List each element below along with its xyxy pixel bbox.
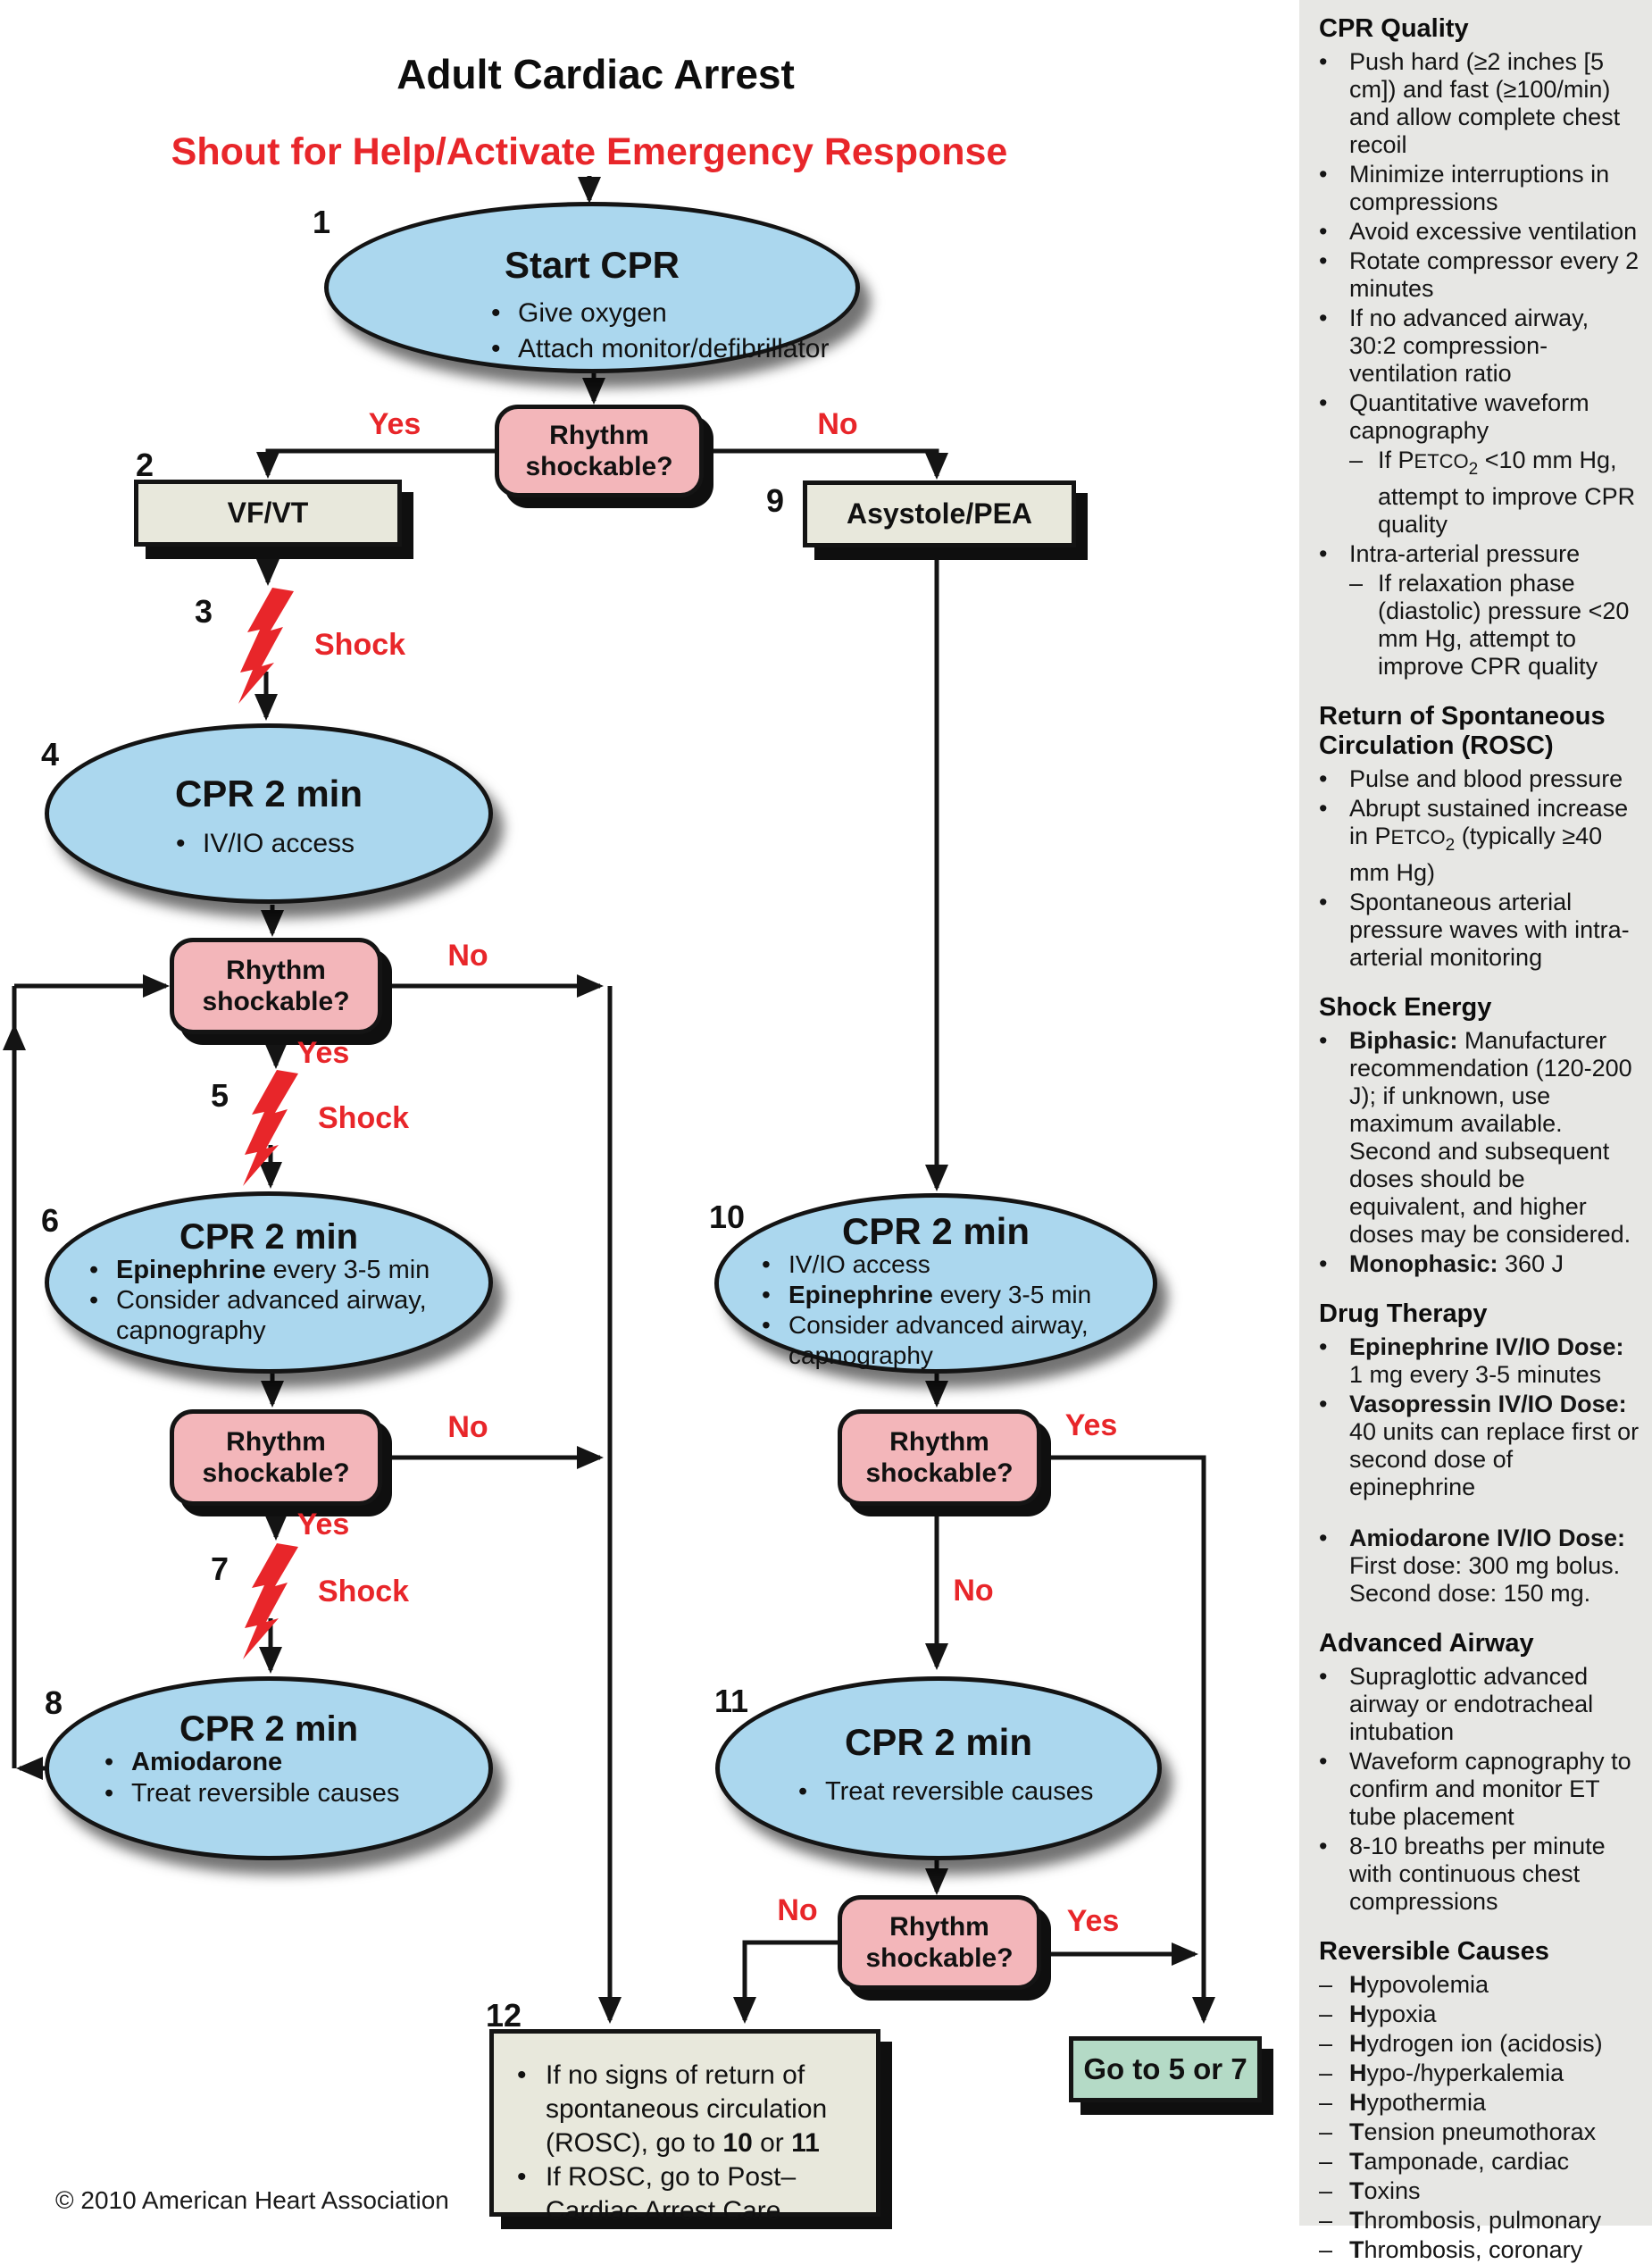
text-segment: Epinephrine bbox=[788, 1281, 933, 1308]
sidebar-item bbox=[1319, 1333, 1641, 1389]
label-yes: Yes bbox=[1064, 1408, 1118, 1442]
bullet-marker-icon: • bbox=[762, 1281, 771, 1308]
bullet-item: • Epinephrine every 3-5 min bbox=[89, 1256, 430, 1284]
text-segment: First dose: 300 mg bolus. Second dose: 150 mg. bbox=[1349, 1552, 1621, 1607]
text-segment: Pulse and blood pressure bbox=[1349, 765, 1623, 792]
step-number-4: 4 bbox=[41, 736, 60, 773]
text-segment: 10 bbox=[722, 2128, 753, 2158]
text-segment: T bbox=[1349, 2236, 1364, 2263]
bullet-marker-icon: • bbox=[1319, 218, 1328, 245]
sidebar-item bbox=[1319, 2089, 1641, 2117]
decision-line2: shockable? bbox=[202, 987, 350, 1016]
text-segment: H bbox=[1349, 2030, 1367, 2057]
sidebar-item bbox=[1319, 540, 1641, 568]
bullet-item: • Consider advanced airway, capnography bbox=[89, 1286, 427, 1345]
sidebar-section-heading: Shock Energy bbox=[1319, 993, 1492, 1022]
step-number-6: 6 bbox=[41, 1202, 60, 1239]
step-number-11: 11 bbox=[714, 1683, 749, 1719]
sidebar-item bbox=[1319, 795, 1641, 887]
text-segment: Waveform capnography to confirm and monitor ET tube placement bbox=[1349, 1748, 1631, 1830]
copyright: © 2010 American Heart Association bbox=[55, 2186, 449, 2214]
sidebar-item bbox=[1319, 570, 1641, 681]
bullet-marker-icon: • bbox=[1319, 795, 1328, 822]
sidebar-item bbox=[1319, 1250, 1641, 1278]
sidebar-item bbox=[1319, 2148, 1641, 2176]
text-segment: Minimize interruptions in compressions bbox=[1349, 161, 1610, 215]
dash-marker-icon: – bbox=[1319, 2236, 1333, 2263]
decision-line2: shockable? bbox=[865, 1943, 1014, 1973]
sidebar-item bbox=[1319, 2177, 1641, 2205]
sidebar-item bbox=[1319, 447, 1641, 539]
step-number-3: 3 bbox=[195, 593, 213, 630]
oval-cpr-2min-asystole-branch bbox=[714, 1193, 1157, 1374]
oval-cpr-2min-amiodarone bbox=[45, 1676, 493, 1860]
text-segment: Epinephrine bbox=[116, 1256, 266, 1284]
sidebar-item bbox=[1319, 2001, 1641, 2028]
step-number-5: 5 bbox=[211, 1077, 229, 1114]
label-shock: Shock bbox=[318, 1101, 410, 1135]
sidebar-section-heading: CPR Quality bbox=[1319, 14, 1469, 43]
oval-title: CPR 2 min bbox=[179, 1217, 359, 1257]
box-goto-label: Go to 5 or 7 bbox=[1083, 2052, 1247, 2085]
text-segment: Amiodarone IV/IO Dose: bbox=[1349, 1525, 1626, 1551]
decision-line2: shockable? bbox=[202, 1458, 350, 1488]
decision-rhythm-shockable-2 bbox=[170, 938, 382, 1034]
label-yes: Yes bbox=[296, 1036, 350, 1070]
bullet-item bbox=[517, 2160, 860, 2228]
step-number-7: 7 bbox=[211, 1550, 229, 1587]
text-segment: ETCO bbox=[1414, 450, 1469, 472]
dash-marker-icon: – bbox=[1349, 447, 1364, 473]
dash-marker-icon: – bbox=[1319, 2001, 1333, 2027]
label-yes: Yes bbox=[368, 407, 421, 441]
bullet-item: • Epinephrine every 3-5 min bbox=[762, 1281, 1092, 1308]
text-segment: <10 mm Hg, attempt to improve CPR quality bbox=[1378, 447, 1636, 538]
bullet-item: • Give oxygen bbox=[491, 296, 848, 331]
decision-line1: Rhythm bbox=[226, 1427, 326, 1457]
sidebar-item bbox=[1319, 2236, 1641, 2264]
text-segment: T bbox=[1349, 2148, 1364, 2175]
text-segment: T bbox=[1349, 2177, 1364, 2204]
sidebar-item bbox=[1319, 218, 1641, 246]
box-vfvt-label: VF/VT bbox=[227, 497, 309, 529]
label-no: No bbox=[953, 1574, 994, 1608]
bullet-marker-icon: • bbox=[762, 1311, 771, 1339]
dash-marker-icon: – bbox=[1319, 2148, 1333, 2175]
bullet-marker-icon: • bbox=[1319, 1391, 1328, 1417]
sidebar-section-heading: Advanced Airway bbox=[1319, 1629, 1534, 1658]
decision-rhythm-shockable-3 bbox=[170, 1409, 382, 1506]
dash-marker-icon: – bbox=[1319, 2118, 1333, 2145]
sidebar-item bbox=[1319, 389, 1641, 445]
text-segment: Abrupt sustained increase in P bbox=[1349, 795, 1629, 849]
bullet-item bbox=[517, 2059, 860, 2160]
bullet-marker-icon: • bbox=[89, 1256, 99, 1284]
sidebar-section-heading: Drug Therapy bbox=[1319, 1299, 1488, 1328]
text-segment: If ROSC, go to Post–Cardiac Arrest Care bbox=[546, 2162, 797, 2226]
bullet-marker-icon: • bbox=[1319, 889, 1328, 915]
text-segment: Vasopressin IV/IO Dose: bbox=[1349, 1391, 1627, 1417]
bullet-marker-icon: • bbox=[491, 334, 501, 363]
page-title: Adult Cardiac Arrest bbox=[396, 51, 795, 97]
text-segment: Epinephrine IV/IO Dose: bbox=[1349, 1333, 1624, 1360]
text-segment: amponade, cardiac bbox=[1364, 2148, 1570, 2175]
text-segment: Amiodarone bbox=[131, 1748, 283, 1776]
step-number-10: 10 bbox=[709, 1199, 746, 1235]
bullet-item: • Treat reversible causes bbox=[104, 1779, 400, 1808]
sidebar-item bbox=[1319, 2059, 1641, 2087]
bullet-marker-icon: • bbox=[1319, 305, 1328, 331]
text-segment: H bbox=[1349, 2059, 1367, 2086]
text-segment: hrombosis, pulmonary bbox=[1364, 2207, 1602, 2234]
oval-title: CPR 2 min bbox=[841, 1210, 1030, 1252]
bullet-marker-icon: • bbox=[89, 1286, 99, 1315]
sidebar-item bbox=[1319, 305, 1641, 388]
activation-banner: Shout for Help/Activate Emergency Response bbox=[171, 130, 1008, 173]
oval-bullets bbox=[89, 1255, 455, 1346]
dash-marker-icon: – bbox=[1319, 2177, 1333, 2204]
bullet-marker-icon: • bbox=[1319, 161, 1328, 188]
text-segment: ypoxia bbox=[1366, 2001, 1437, 2027]
label-no: No bbox=[447, 1410, 488, 1444]
bullet-marker-icon: • bbox=[104, 1748, 114, 1776]
oval-title: CPR 2 min bbox=[174, 773, 363, 815]
step-number-9: 9 bbox=[766, 482, 785, 519]
dash-marker-icon: – bbox=[1319, 2030, 1333, 2057]
oval-cpr-2min-epinephrine bbox=[45, 1191, 493, 1374]
bullet-marker-icon: • bbox=[517, 2060, 527, 2090]
bullet-marker-icon: • bbox=[1319, 765, 1328, 792]
text-segment: If relaxation phase (diastolic) pressure <20 mm Hg, attempt to improve CPR quality bbox=[1378, 570, 1630, 680]
label-no: No bbox=[817, 407, 858, 441]
oval-bullets bbox=[491, 296, 848, 367]
step-number-8: 8 bbox=[45, 1684, 63, 1721]
sidebar-section-heading: Return of Spontaneous Circulation (ROSC) bbox=[1319, 702, 1606, 760]
text-segment: T bbox=[1349, 2118, 1364, 2145]
sidebar-item bbox=[1319, 1833, 1641, 1916]
decision-line1: Rhythm bbox=[226, 956, 326, 985]
bullet-item: • Consider advanced airway, capnography bbox=[762, 1311, 1089, 1369]
oval-bullets bbox=[104, 1747, 462, 1809]
text-segment: Manufacturer recommendation (120-200 J); if unknown, use maximum available. Second and subsequent doses should be equivalent, and higher doses may be considered. bbox=[1349, 1027, 1632, 1248]
sidebar-item bbox=[1319, 48, 1641, 159]
bullet-marker-icon: • bbox=[1319, 1027, 1328, 1054]
label-no: No bbox=[447, 939, 488, 973]
bullet-item: • IV/IO access bbox=[176, 829, 355, 858]
arrow-decision5-no-to-box12 bbox=[745, 1942, 838, 2020]
bullet-marker-icon: • bbox=[1319, 1250, 1328, 1277]
text-segment: Monophasic: bbox=[1349, 1250, 1498, 1277]
dash-marker-icon: – bbox=[1319, 2207, 1333, 2234]
arrow-decision1-yes-to-vfvt bbox=[268, 451, 495, 475]
bullet-marker-icon: • bbox=[1319, 247, 1328, 274]
bullet-marker-icon: • bbox=[762, 1250, 771, 1278]
text-segment: Push hard (≥2 inches [5 cm]) and fast (≥100/min) and allow complete chest recoil bbox=[1349, 48, 1621, 158]
text-segment: ydrogen ion (acidosis) bbox=[1366, 2030, 1603, 2057]
arrow-decision1-no-to-asystole bbox=[704, 451, 937, 476]
sidebar-item bbox=[1319, 2030, 1641, 2058]
bullet-item bbox=[104, 1747, 462, 1778]
label-shock: Shock bbox=[318, 1575, 410, 1608]
bullet-marker-icon: • bbox=[1319, 1748, 1328, 1775]
oval-bullets bbox=[176, 828, 471, 859]
oval-bullets bbox=[762, 1249, 1146, 1371]
text-segment: 360 J bbox=[1498, 1250, 1564, 1277]
decision-line1: Rhythm bbox=[889, 1912, 989, 1942]
text-segment: If no advanced airway, 30:2 compression-ventilation ratio bbox=[1349, 305, 1589, 387]
decision-rhythm-shockable-5 bbox=[838, 1895, 1041, 1990]
box-vfvt bbox=[134, 480, 402, 547]
text-segment: H bbox=[1349, 2001, 1367, 2027]
text-segment: 2 bbox=[1445, 836, 1456, 855]
bullet-marker-icon: • bbox=[176, 829, 186, 858]
text-segment: 2 bbox=[1468, 460, 1479, 479]
text-segment: ypovolemia bbox=[1366, 1971, 1489, 1998]
label-yes: Yes bbox=[296, 1508, 350, 1541]
text-segment: Supraglottic advanced airway or endotracheal intubation bbox=[1349, 1663, 1594, 1745]
oval-title: CPR 2 min bbox=[179, 1709, 359, 1749]
sidebar-item bbox=[1319, 765, 1641, 793]
box-asystole-pea bbox=[803, 480, 1076, 547]
sidebar-reference-panel bbox=[1299, 0, 1652, 2263]
oval-title: Start CPR bbox=[504, 244, 680, 286]
oval-cpr-2min-ivio bbox=[45, 723, 493, 904]
label-yes: Yes bbox=[1066, 1904, 1120, 1938]
bullet-marker-icon: • bbox=[1319, 1333, 1328, 1360]
sidebar-item bbox=[1319, 1525, 1641, 1608]
step-number-2: 2 bbox=[136, 447, 154, 483]
text-segment: ypo-/hyperkalemia bbox=[1366, 2059, 1564, 2086]
text-segment: ETCO bbox=[1390, 826, 1446, 848]
decision-line1: Rhythm bbox=[549, 421, 649, 450]
text-segment: Spontaneous arterial pressure waves with intra-arterial monitoring bbox=[1349, 889, 1630, 971]
text-segment: Biphasic: bbox=[1349, 1027, 1458, 1054]
box-asystole-pea-label: Asystole/PEA bbox=[846, 497, 1033, 530]
dash-marker-icon: – bbox=[1319, 1971, 1333, 1998]
bullet-item: • Attach monitor/defibrillator bbox=[491, 331, 848, 367]
text-segment: H bbox=[1349, 2089, 1367, 2116]
sidebar-item bbox=[1319, 889, 1641, 972]
bullet-marker-icon: • bbox=[1319, 540, 1328, 567]
text-segment: 11 bbox=[791, 2128, 820, 2158]
bullet-marker-icon: • bbox=[517, 2162, 527, 2192]
text-segment: ypothermia bbox=[1366, 2089, 1487, 2116]
box-goto-5-or-7 bbox=[1069, 2036, 1262, 2102]
oval-title: CPR 2 min bbox=[844, 1721, 1033, 1763]
text-segment: 40 units can replace first or second dose of epinephrine bbox=[1349, 1418, 1639, 1500]
dash-marker-icon: – bbox=[1349, 570, 1364, 597]
text-segment: If no signs of return of spontaneous circulation (ROSC), go to bbox=[546, 2060, 828, 2158]
sidebar-item bbox=[1319, 247, 1641, 303]
bullet-marker-icon: • bbox=[1319, 1833, 1328, 1859]
text-segment: Avoid excessive ventilation bbox=[1349, 218, 1638, 245]
sidebar-item bbox=[1319, 1663, 1641, 1746]
decision-rhythm-shockable-4 bbox=[838, 1409, 1041, 1506]
text-segment: (typically ≥40 mm Hg) bbox=[1349, 823, 1603, 886]
sidebar-item bbox=[1319, 1027, 1641, 1249]
text-segment: ension pneumothorax bbox=[1364, 2118, 1597, 2145]
sidebar-item bbox=[1319, 1391, 1641, 1501]
bullet-marker-icon: • bbox=[1319, 48, 1328, 75]
text-segment: T bbox=[1349, 2207, 1364, 2234]
label-no: No bbox=[777, 1893, 818, 1927]
bullet-marker-icon: • bbox=[798, 1777, 808, 1806]
sidebar-section-heading: Reversible Causes bbox=[1319, 1937, 1549, 1966]
bullet-marker-icon: • bbox=[491, 298, 501, 328]
dash-marker-icon: – bbox=[1319, 2059, 1333, 2086]
text-segment: 1 mg every 3-5 minutes bbox=[1349, 1361, 1602, 1388]
sidebar-item bbox=[1319, 1748, 1641, 1831]
decision-line1: Rhythm bbox=[889, 1427, 989, 1457]
text-segment: Quantitative waveform capnography bbox=[1349, 389, 1589, 444]
label-shock: Shock bbox=[314, 628, 406, 662]
step-number-1: 1 bbox=[313, 204, 331, 240]
sidebar-item bbox=[1319, 161, 1641, 216]
decision-rhythm-shockable-1 bbox=[495, 405, 704, 497]
text-segment: Rotate compressor every 2 minutes bbox=[1349, 247, 1639, 302]
bullet-marker-icon: • bbox=[1319, 1525, 1328, 1551]
text-segment: H bbox=[1349, 1971, 1367, 1998]
step-number-12: 12 bbox=[486, 1997, 522, 2034]
text-segment: oxins bbox=[1364, 2177, 1421, 2204]
bullet-item: • IV/IO access bbox=[762, 1250, 930, 1278]
text-segment: 8-10 breaths per minute with continuous chest compressions bbox=[1349, 1833, 1606, 1915]
text-segment: or bbox=[752, 2128, 792, 2158]
bullet-item: • Treat reversible causes bbox=[798, 1777, 1094, 1806]
sidebar-item bbox=[1319, 1971, 1641, 1999]
sidebar-item bbox=[1319, 2118, 1641, 2146]
text-segment: If P bbox=[1378, 447, 1414, 473]
oval-start-cpr bbox=[324, 202, 860, 373]
bullet-marker-icon: • bbox=[104, 1779, 114, 1808]
bullet-marker-icon: • bbox=[1319, 389, 1328, 416]
sidebar-item bbox=[1319, 2207, 1641, 2235]
bullet-marker-icon: • bbox=[1319, 1663, 1328, 1690]
box-rosc-instructions bbox=[489, 2029, 880, 2226]
oval-bullets bbox=[798, 1776, 1138, 1808]
decision-line2: shockable? bbox=[525, 452, 673, 481]
dash-marker-icon: – bbox=[1319, 2089, 1333, 2116]
oval-cpr-2min-treat-causes bbox=[715, 1676, 1162, 1860]
decision-line2: shockable? bbox=[865, 1458, 1014, 1488]
text-segment: Intra-arterial pressure bbox=[1349, 540, 1581, 567]
text-segment: hrombosis, coronary bbox=[1364, 2236, 1583, 2263]
